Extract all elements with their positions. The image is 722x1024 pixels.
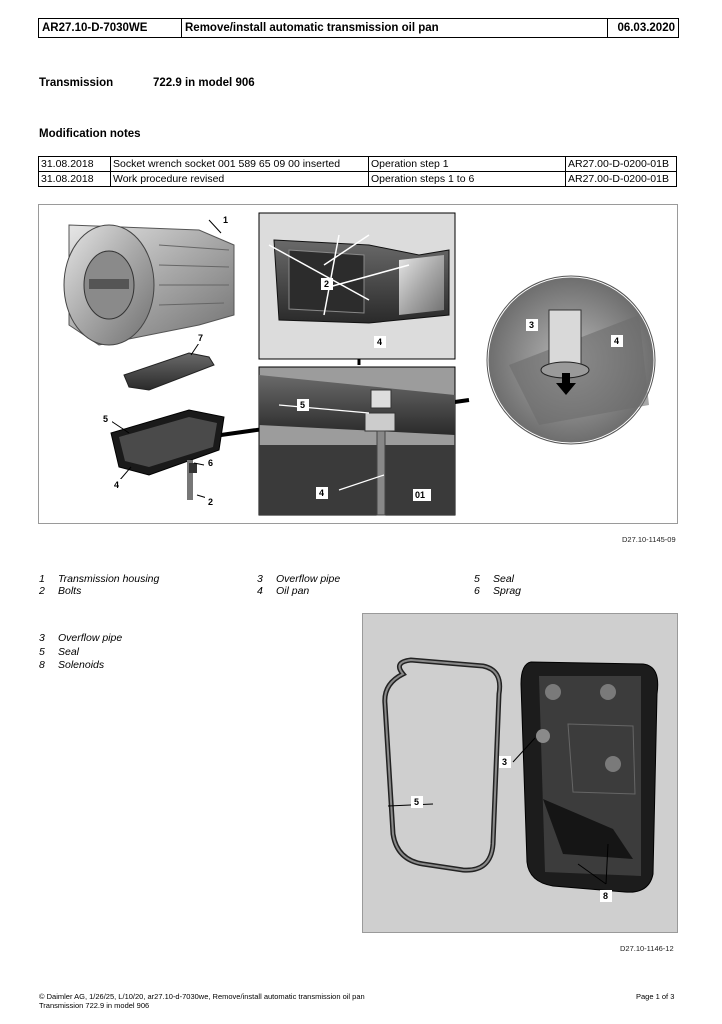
footer-line: © Daimler AG, 1/26/25, L/10/20, ar27.10-d-7030we, Remove/install automatic transmission oil pan (39, 992, 365, 1001)
table-row (39, 172, 677, 187)
footer-line: Transmission 722.9 in model 906 (39, 1001, 150, 1010)
note-scope: Operation step 1 (369, 157, 566, 172)
callout-label: 2 (208, 497, 214, 507)
figure-seal-and-pan-illustration (363, 614, 677, 932)
note-change: Socket wrench socket 001 589 65 09 00 inserted (111, 157, 369, 172)
footer-copyright (39, 992, 365, 1010)
document-header (38, 18, 679, 38)
doc-title: Remove/install automatic transmission oil pan (182, 19, 608, 38)
note-date: 31.08.2018 (39, 172, 111, 187)
callout-label: 7 (198, 333, 204, 343)
callout-label: 01 (415, 490, 426, 500)
modification-notes-table (38, 156, 677, 187)
note-ref: AR27.00-D-0200-01B (566, 157, 677, 172)
callout-label: 5 (103, 414, 109, 424)
callout-label: 4 (377, 337, 383, 347)
callout-label: 4 (614, 336, 620, 346)
transmission-label: Transmission (39, 77, 114, 89)
callout-label: 8 (603, 891, 609, 901)
doc-id: AR27.10-D-7030WE (39, 19, 182, 38)
callout-label: 4 (114, 480, 120, 490)
note-scope: Operation steps 1 to 6 (369, 172, 566, 187)
inset-oil-pan-top (259, 213, 455, 359)
inset-circle-detail (487, 276, 655, 444)
note-date: 31.08.2018 (39, 157, 111, 172)
callout-label: 3 (529, 320, 535, 330)
callout-label: 4 (319, 488, 325, 498)
figure-oil-pan-seal-photo (362, 613, 678, 933)
callout-label: 5 (300, 400, 306, 410)
modification-notes-heading: Modification notes (39, 128, 141, 140)
page-number: Page 1 of 3 (636, 992, 675, 1001)
note-change: Work procedure revised (111, 172, 369, 187)
doc-date: 06.03.2020 (608, 19, 679, 38)
figure-reference: D27.10-1146-12 (620, 944, 674, 953)
callout-label: 2 (324, 279, 330, 289)
callout-label: 1 (223, 215, 229, 225)
table-row (39, 157, 677, 172)
note-ref: AR27.00-D-0200-01B (566, 172, 677, 187)
figure-transmission-illustration (39, 205, 677, 523)
callout-label: 6 (208, 458, 214, 468)
transmission-housing-illustration (64, 225, 234, 345)
callout-label: 5 (414, 797, 420, 807)
figure-transmission-oil-pan (38, 204, 678, 524)
callout-label: 3 (502, 757, 508, 767)
transmission-value: 722.9 in model 906 (153, 77, 255, 89)
figure-reference: D27.10-1145-09 (622, 535, 676, 544)
